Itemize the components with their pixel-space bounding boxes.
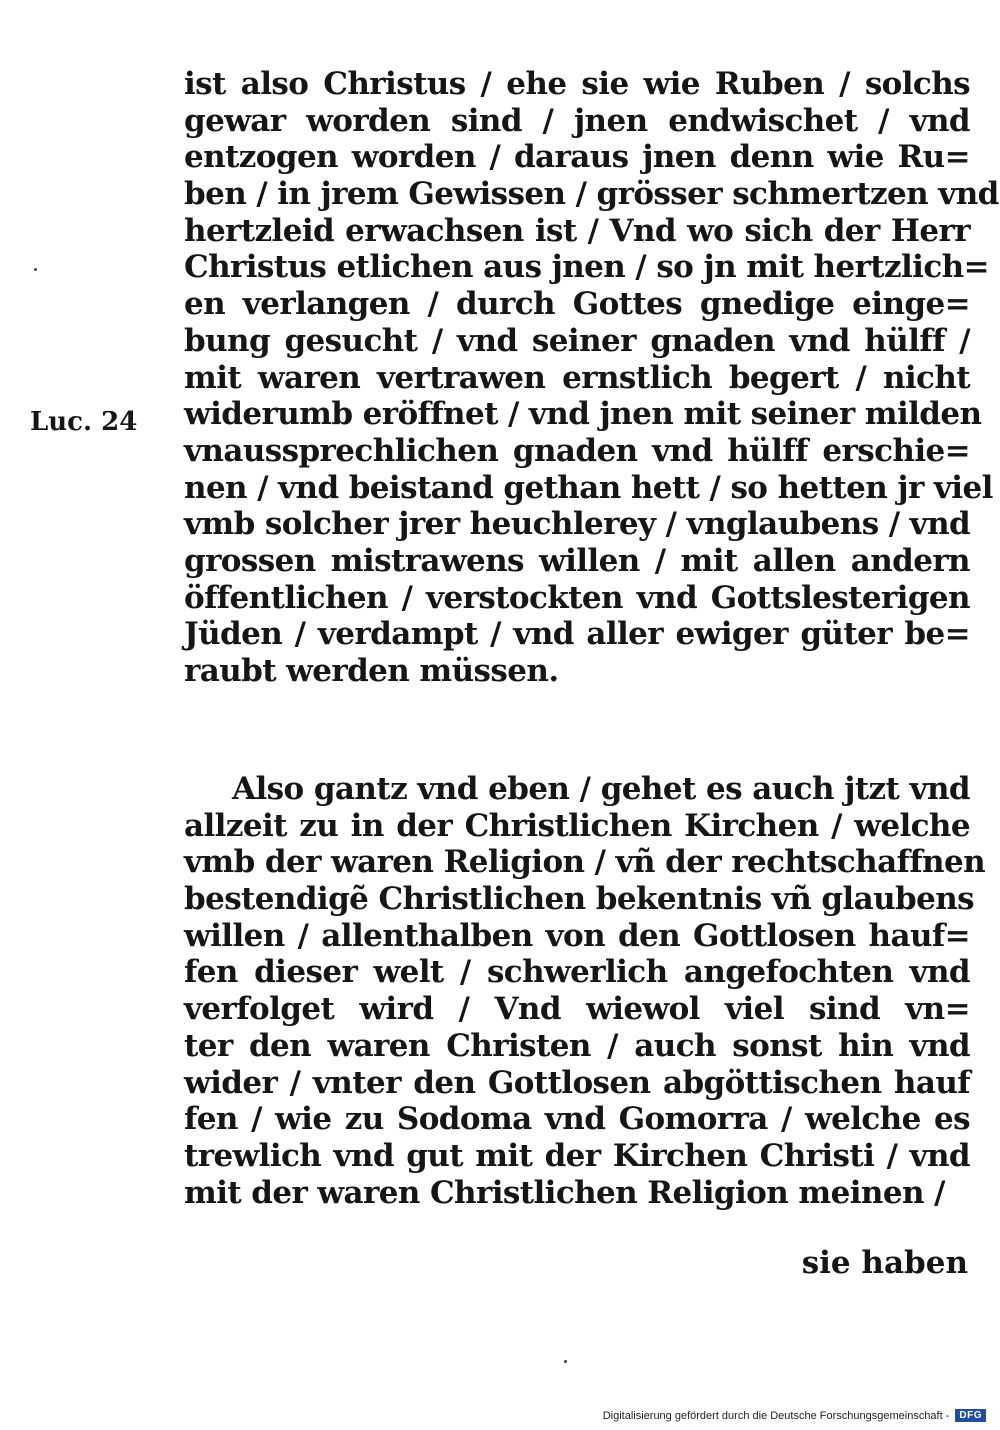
- footer: [603, 1409, 986, 1422]
- dfg-logo: DFG: [955, 1409, 986, 1422]
- catchword: sie haben: [801, 1245, 968, 1281]
- text-line: widerumb eröffnet / vnd jnen mit seiner milden: [184, 396, 982, 433]
- text-line: verfolget wird / Vnd wiewol viel sind vn=: [184, 991, 970, 1028]
- text-line: bestendigẽ Christlichen bekentnis vñ glaubens: [184, 881, 975, 918]
- text-line: Christus etlichen aus jnen / so jn mit hertzlich=: [184, 249, 989, 286]
- text-line: vnaussprechlichen gnaden vnd hülff erschie=: [184, 432, 970, 469]
- paragraph-2: [184, 771, 986, 1211]
- text-line: vmb solcher jrer heuchlerey / vnglaubens / vnd: [184, 506, 971, 543]
- text-line: Also gantz vnd eben / gehet es auch jtzt vnd: [232, 771, 970, 807]
- text-line: gewar worden sind / jnen endwischet / vnd: [184, 102, 970, 139]
- ink-speck: [564, 1360, 567, 1363]
- text-line: willen / allenthalben von den Gottlosen hauf=: [184, 917, 970, 954]
- text-line: mit waren vertrawen ernstlich begert / nicht: [184, 359, 970, 396]
- text-line: entzogen worden / daraus jnen denn wie Ru=: [184, 139, 970, 176]
- text-line: fen dieser welt / schwerlich angefochten vnd: [184, 954, 970, 991]
- text-line: grossen mistrawens willen / mit allen andern: [184, 542, 970, 579]
- text-line: fen / wie zu Sodoma vnd Gomorra / welche es: [184, 1101, 970, 1138]
- text-line: Jüden / verdampt / vnd aller ewiger güter be=: [184, 616, 970, 653]
- text-line: öffentlichen / verstockten vnd Gottslesterigen: [184, 579, 970, 616]
- text-line: trewlich vnd gut mit der Kirchen Christi / vnd: [184, 1137, 970, 1174]
- text-line: en verlangen / durch Gottes gnedige einge=: [184, 286, 970, 323]
- marginal-reference: Luc. 24: [30, 407, 138, 437]
- text-line: ist also Christus / ehe sie wie Ruben / solchs: [184, 66, 970, 102]
- text-line: hertzleid erwachsen ist / Vnd wo sich der Herr: [184, 212, 970, 249]
- text-line: raubt werden müssen.: [184, 653, 559, 689]
- footer-credit: Digitalisierung gefördert durch die Deutsche Forschungsgemeinschaft -: [602, 1409, 950, 1422]
- text-line: wider / vnter den Gottlosen abgöttischen hauf: [184, 1064, 970, 1101]
- text-line: ter den waren Christen / auch sonst hin vnd: [184, 1027, 970, 1064]
- text-line: mit der waren Christlichen Religion meinen /: [184, 1174, 945, 1211]
- text-line: vmb der waren Religion / vñ der rechtschaffnen: [184, 844, 986, 881]
- ink-speck: [34, 268, 37, 271]
- text-line: ben / in jrem Gewissen / grösser schmertzen vnd: [184, 176, 999, 213]
- text-line: bung gesucht / vnd seiner gnaden vnd hülff /: [184, 322, 970, 359]
- text-line: nen / vnd beistand gethan hett / so hetten jr viel: [184, 469, 993, 506]
- text-line: allzeit zu in der Christlichen Kirchen / welche: [184, 807, 970, 844]
- paragraph-1: [184, 66, 999, 690]
